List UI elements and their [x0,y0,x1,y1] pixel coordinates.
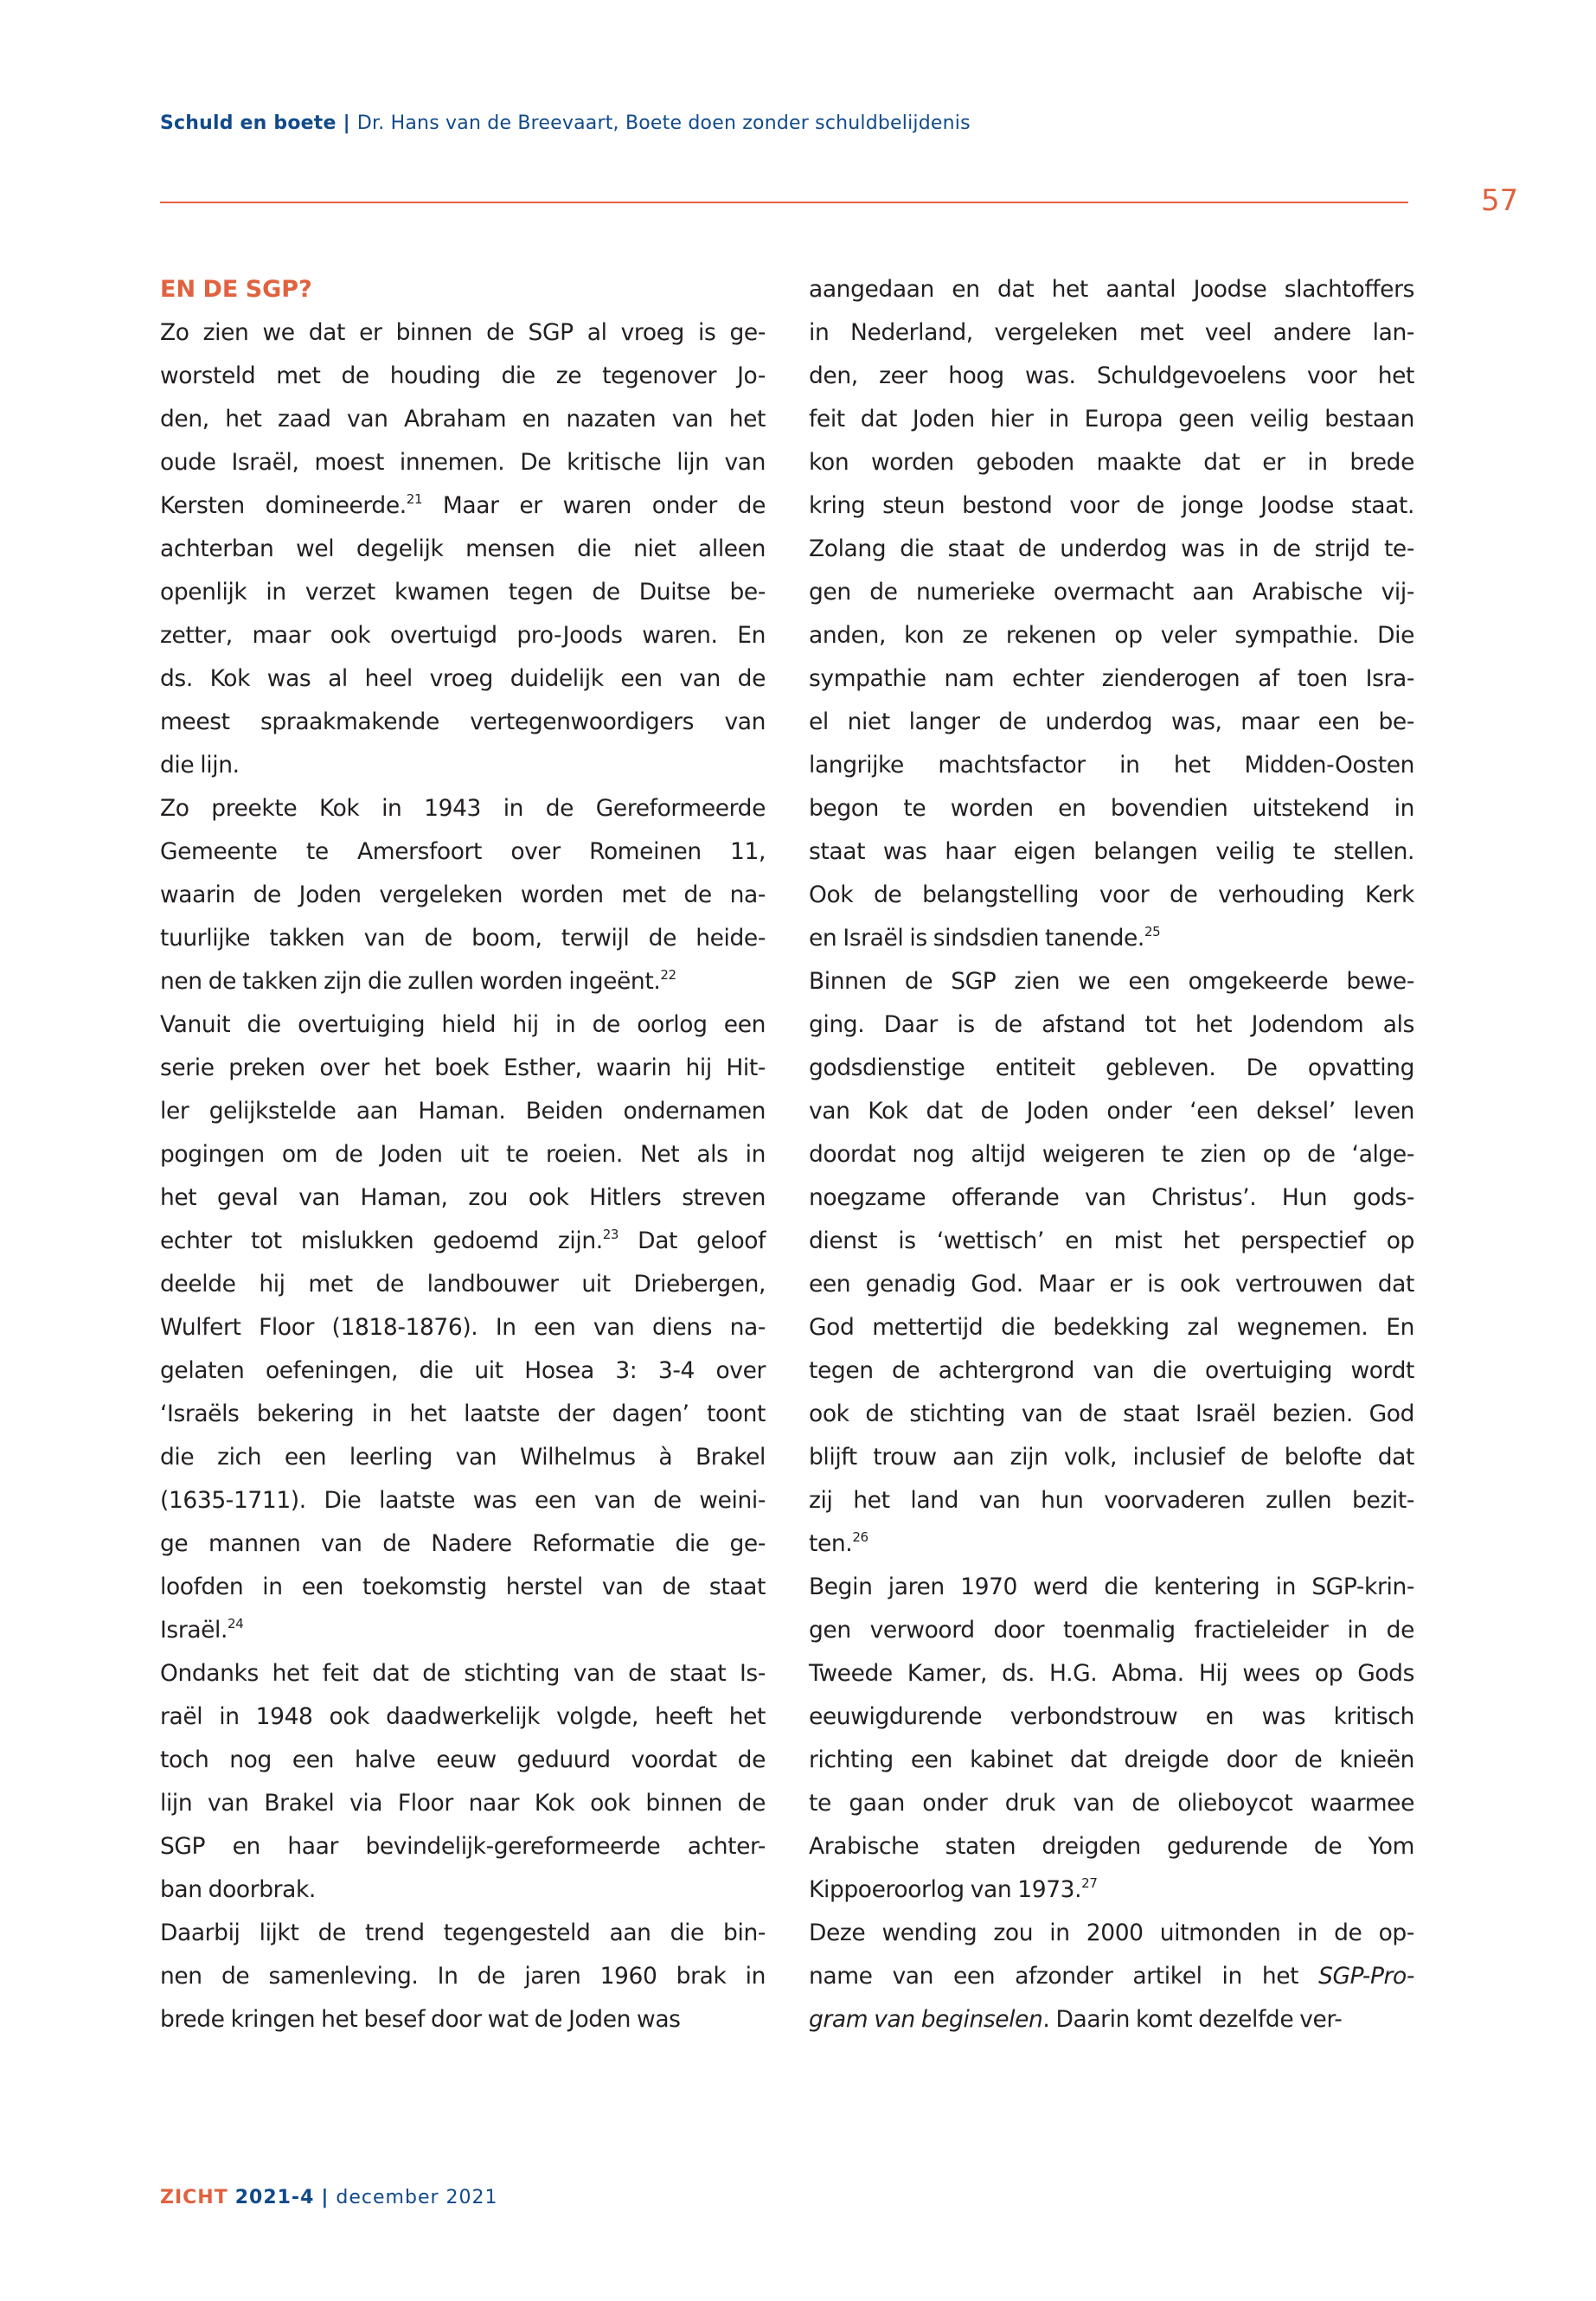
text-content: raël in 1948 ook daadwerkelijk volgde, heeft het [160,1703,766,1730]
text-content: ge mannen van de Nadere Reformatie die ge- [160,1530,766,1557]
text-content: zetter, maar ook overtuigd pro-Joods waren. En [160,622,766,649]
text-line [809,657,1414,701]
text-line [160,960,766,1003]
text-line [160,1955,766,1998]
header-separator: | [343,112,350,134]
text-line [160,1047,766,1090]
text-line [809,1695,1414,1739]
text-content: den, het zaad van Abraham en nazaten van het [160,406,766,433]
text-content: feit dat Joden hier in Europa geen veilig bestaan [809,406,1414,433]
text-line [809,268,1414,311]
text-line [160,1263,766,1306]
text-content: te gaan onder druk van de olieboycot waarmee [809,1790,1414,1817]
text-content: anden, kon ze rekenen op veler sympathie. Die [809,622,1414,649]
text-content: ds. Kok was al heel vroeg duidelijk een van de [160,665,766,692]
text-line [160,830,766,874]
text-line [809,917,1414,960]
text-content: ban doorbrak. [160,1876,316,1903]
text-line [160,1609,766,1652]
text-content: een genadig God. Maar er is ook vertrouwen dat [809,1271,1414,1298]
text-line [809,528,1414,571]
text-content: staat was haar eigen belangen veilig te stellen. [809,838,1414,865]
text-line [809,1220,1414,1263]
text-content: Arabische staten dreigden gedurende de Yom [809,1833,1414,1860]
text-content: Binnen de SGP zien we een omgekeerde bewe- [809,968,1414,995]
text-content: noegzame offerande van Christus’. Hun gods- [809,1184,1414,1211]
text-content: Dat geloof [619,1227,766,1254]
text-content: richting een kabinet dat dreigde door de knieën [809,1747,1414,1773]
text-content: Begin jaren 1970 werd die kentering in SGP-krin- [809,1574,1414,1600]
text-content: ler gelijkstelde aan Haman. Beiden ondernamen [160,1098,766,1125]
text-content: Wulfert Floor (1818-1876). In een van diens na- [160,1314,766,1341]
text-line [809,1912,1414,1955]
section-title: Schuld en boete [160,112,337,134]
text-content: langrijke machtsfactor in het Midden-Oosten [809,752,1414,779]
issue-number: 2021-4 [234,2187,315,2208]
text-content: waarin de Joden vergeleken worden met de na- [160,881,766,908]
text-line [809,701,1414,744]
right-column [809,268,1414,2041]
text-content: God mettertijd die bedekking zal wegnemen. En [809,1314,1414,1341]
text-line [160,1782,766,1825]
text-content: gelaten oefeningen, die uit Hosea 3: 3-4 over [160,1357,766,1384]
footnote-reference[interactable]: 23 [602,1227,619,1242]
text-line [809,1349,1414,1393]
text-line [809,1998,1414,2041]
text-content: den, zeer hoog was. Schuldgevoelens voor het [809,362,1414,389]
text-line [809,1522,1414,1566]
text-line [160,1176,766,1220]
text-line [809,1652,1414,1695]
text-content: doordat nog altijd weigeren te zien op de ‘alge- [809,1141,1414,1168]
text-line [160,701,766,744]
header-rule [160,202,1408,203]
article-subtitle: Dr. Hans van de Breevaart, Boete doen zonder schuldbelijdenis [356,112,971,134]
text-content: en Israël is sindsdien tanende. [809,925,1144,952]
text-content: (1635-1711). Die laatste was een van de weini- [160,1487,766,1514]
text-line [160,1436,766,1479]
text-line [809,1782,1414,1825]
text-content: achterban wel degelijk mensen die niet alleen [160,535,766,562]
text-content: meest spraakmakende vertegenwoordigers van [160,708,766,735]
text-line [809,1955,1414,1998]
text-line [160,1652,766,1695]
text-content: sympathie nam echter zienderogen af toen Isra- [809,665,1414,692]
italic-title: SGP-Pro- [1318,1963,1414,1990]
text-line [809,874,1414,917]
text-line [160,874,766,917]
text-content: die lijn. [160,752,240,779]
text-content: gen de numerieke overmacht aan Arabische vij- [809,579,1414,606]
italic-title: gram van beginselen [809,2006,1043,2033]
footnote-reference[interactable]: 22 [660,967,676,983]
text-line [160,1220,766,1263]
text-line [160,484,766,528]
text-content: blijft trouw aan zijn volk, inclusief de belofte dat [809,1444,1414,1471]
text-content: tuurlijke takken van de boom, terwijl de heide- [160,925,766,952]
text-line [809,1609,1414,1652]
text-line [160,1998,766,2041]
text-line [160,744,766,787]
text-content: aangedaan en dat het aantal Joodse slachtoffers [809,276,1414,303]
text-content: Tweede Kamer, ds. H.G. Abma. Hij wees op Gods [809,1660,1414,1687]
text-content: kon worden geboden maakte dat er in brede [809,449,1414,476]
text-content: toch nog een halve eeuw geduurd voordat de [160,1747,766,1773]
text-line [809,1479,1414,1522]
text-content: nen de takken zijn die zullen worden ingeënt. [160,968,661,995]
footer-separator: | [321,2187,330,2208]
text-line [160,614,766,657]
text-content: die zich een leerling van Wilhelmus à Brakel [160,1444,766,1471]
left-column [160,268,766,2041]
text-line [809,1306,1414,1349]
text-content: Kersten domineerde. [160,492,407,519]
text-line [809,571,1414,614]
text-line [809,614,1414,657]
text-content: Zolang die staat de underdog was in de strijd te- [809,535,1414,562]
text-line [809,311,1414,355]
footnote-reference[interactable]: 27 [1081,1875,1098,1891]
text-line [160,1393,766,1436]
text-content: . Daarin komt dezelfde ver- [1042,2006,1343,2033]
text-content: serie preken over het boek Esther, waarin hij Hit- [160,1054,766,1081]
text-content: ten. [809,1530,853,1557]
text-line [160,1133,766,1176]
text-content: loofden in een toekomstig herstel van de staat [160,1574,766,1600]
text-line [160,1912,766,1955]
section-heading: EN DE SGP? [160,276,312,303]
text-content: Ondanks het feit dat de stichting van de staat Is- [160,1660,766,1687]
text-content: ‘Israëls bekering in het laatste der dagen’ toont [160,1400,766,1427]
text-line [809,441,1414,484]
text-line [160,1695,766,1739]
text-line [809,1133,1414,1176]
text-line [809,1825,1414,1868]
text-content: worsteld met de houding die ze tegenover Jo- [160,362,766,389]
text-line [160,787,766,830]
text-content: Ook de belangstelling voor de verhouding Kerk [809,881,1414,908]
text-line [160,355,766,398]
text-line [160,657,766,701]
text-content: zij het land van hun voorvaderen zullen bezit- [809,1487,1414,1514]
text-content: van Kok dat de Joden onder ‘een deksel’ leven [809,1098,1414,1125]
text-line [809,1436,1414,1479]
text-line [809,398,1414,441]
text-content: begon te worden en bovendien uitstekend in [809,795,1414,822]
text-content: deelde hij met de landbouwer uit Driebergen, [160,1271,766,1298]
text-content: name van een afzonder artikel in het [809,1963,1319,1990]
text-line [160,571,766,614]
footer [160,2187,498,2208]
text-line [809,1263,1414,1306]
text-line [809,1047,1414,1090]
text-line [160,1479,766,1522]
text-content: lijn van Brakel via Floor naar Kok ook binnen de [160,1790,766,1817]
text-content: nen de samenleving. In de jaren 1960 brak in [160,1963,766,1990]
text-content: Israël. [160,1617,228,1644]
text-content: pogingen om de Joden uit te roeien. Net als in [160,1141,766,1168]
text-line [160,441,766,484]
text-content: gen verwoord door toenmalig fractieleider in de [809,1617,1414,1644]
text-line [809,787,1414,830]
text-content: godsdienstige entiteit gebleven. De opvatting [809,1054,1414,1081]
page-number: 57 [1481,183,1519,218]
text-line [809,960,1414,1003]
text-line [809,1868,1414,1912]
text-line [160,528,766,571]
text-content: het geval van Haman, zou ook Hitlers streven [160,1184,766,1211]
text-content: eeuwigdurende verbondstrouw en was kritisch [809,1703,1414,1730]
text-content: Daarbij lijkt de trend tegengesteld aan die bin- [160,1920,766,1946]
footnote-reference[interactable]: 24 [228,1616,244,1631]
text-line [809,1739,1414,1782]
text-content: Zo zien we dat er binnen de SGP al vroeg is ge- [160,319,766,346]
text-content: tegen de achtergrond van die overtuiging wordt [809,1357,1414,1384]
text-line [809,1090,1414,1133]
text-line [809,1176,1414,1220]
issue-date: december 2021 [336,2187,498,2208]
text-content: ging. Daar is de afstand tot het Jodendom als [809,1011,1414,1038]
text-line [160,1003,766,1047]
running-head [160,112,971,134]
text-content: dienst is ‘wettisch’ en mist het perspectief op [809,1227,1414,1254]
text-line [809,1003,1414,1047]
text-content: echter tot mislukken gedoemd zijn. [160,1227,603,1254]
text-line [809,484,1414,528]
text-line [160,917,766,960]
text-line [160,1522,766,1566]
text-line [809,355,1414,398]
text-content: SGP en haar bevindelijk-gereformeerde achter- [160,1833,766,1860]
text-line [160,1868,766,1912]
text-line [160,1349,766,1393]
text-content: ook de stichting van de staat Israël bezien. God [809,1400,1414,1427]
text-content: oude Israël, moest innemen. De kritische lijn van [160,449,766,476]
text-line [160,1825,766,1868]
magazine-name: ZICHT [160,2187,228,2208]
text-content: Deze wending zou in 2000 uitmonden in de op- [809,1920,1414,1946]
text-content: in Nederland, vergeleken met veel andere lan- [809,319,1414,346]
text-content: Gemeente te Amersfoort over Romeinen 11, [160,838,766,865]
text-line [809,830,1414,874]
text-line [809,744,1414,787]
text-content: openlijk in verzet kwamen tegen de Duitse be- [160,579,766,606]
text-line [160,311,766,355]
footnote-reference[interactable]: 21 [406,491,423,507]
text-line [809,1566,1414,1609]
text-content: Kippoeroorlog van 1973. [809,1876,1082,1903]
text-line [160,1566,766,1609]
footnote-reference[interactable]: 25 [1144,924,1161,939]
text-content: Zo preekte Kok in 1943 in de Gereformeerde [160,795,766,822]
text-content: brede kringen het besef door wat de Joden was [160,2006,681,2033]
text-content: Maar er waren onder de [422,492,766,519]
text-content: Vanuit die overtuiging hield hij in de oorlog een [160,1011,766,1038]
text-line [160,398,766,441]
text-line [160,1306,766,1349]
text-line [160,1090,766,1133]
text-line [809,1393,1414,1436]
text-line [160,1739,766,1782]
text-content: kring steun bestond voor de jonge Joodse staat. [809,492,1414,519]
text-content: el niet langer de underdog was, maar een be- [809,708,1414,735]
footnote-reference[interactable]: 26 [852,1529,869,1545]
